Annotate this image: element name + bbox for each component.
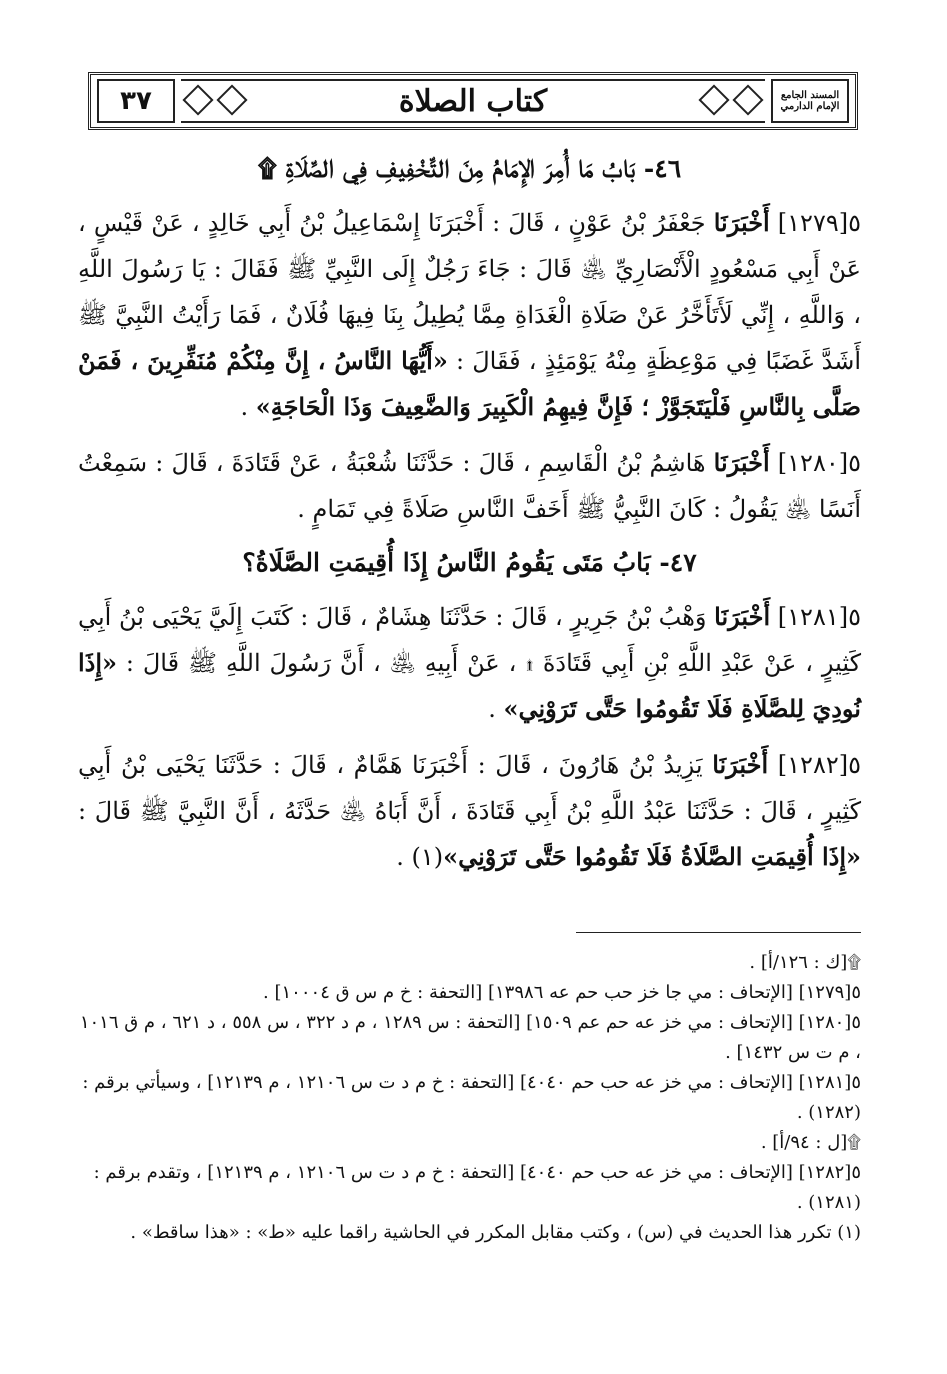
main-text: [78, 148, 861, 890]
footnote-divider: [576, 932, 861, 933]
book-title: كتاب الصلاة: [181, 79, 765, 123]
hadith-paragraph: [78, 594, 861, 732]
footnote: ۩[ل : ٩٤/أ] .: [760, 1132, 861, 1153]
emblem-logo: المسند الجامع الإمام الدارمي: [771, 79, 849, 123]
hadith-quote: «أَيُّهَا النَّاسُ ، إِنَّ مِنْكُمْ مُنَفِّرِينَ ، فَمَنْ صَلَّى بِالنَّاسِ فَلْيَتَجَوَّزْ ؛ فَإِنَّ فِيهِمُ الْكَبِيرَ وَالضَّعِيفَ وَذَا الْحَاجَةِ»: [78, 346, 861, 421]
chapter-heading: ٤٦- بَابُ مَا أُمِرَ الإِمَامُ مِنَ التَّخْفِيفِ فِي الصَّلَاةِ ۩: [257, 154, 682, 183]
footnote: ٥[١٢٨١] [الإتحاف : مي خز عه حب حم ٤٠٤٠] [التحفة : خ م د ت س ١٢١٠٦ ، م ١٢١٣٩] ، وسيأتي برقم : (١٢٨٢) .: [82, 1072, 861, 1123]
hadith-number: ٥[١٢٨٠]: [777, 449, 861, 477]
hadith-lead: أَخْبَرَنَا: [713, 208, 770, 237]
hadith-text: جَعْفَرُ بْنُ عَوْنٍ ، قَالَ : أَخْبَرَنَا إِسْمَاعِيلُ بْنُ أَبِي خَالِدٍ ، عَنْ قَيْسٍ ، عَنْ أَبِي مَسْعُودٍ الْأَنْصَارِيِّ ﵁ قَالَ : جَاءَ رَجُلٌ إِلَى النَّبِيِّ ﷺ فَقَالَ : يَا رَسُولَ اللَّهِ ، وَاللَّهِ ، إِنِّي لَأَتَأَخَّرُ عَنْ صَلَاةِ الْغَدَاةِ مِمَّا يُطِيلُ بِنَا فِيهَا فُلَانٌ ، فَمَا رَأَيْتُ النَّبِيَّ ﷺ أَشَدَّ غَضَبًا فِي مَوْعِظَةٍ مِنْهُ يَوْمَئِذٍ ، فَقَالَ :: [78, 209, 861, 375]
hadith-text: وَهْبُ بْنُ جَرِيرٍ ، قَالَ : حَدَّثَنَا هِشَامٌ ، قَالَ : كَتَبَ إِلَيَّ يَحْيَى بْنُ أَبِي كَثِيرٍ ، عَنْ عَبْدِ اللَّهِ بْنِ أَبِي قَتَادَةَ ۩ ، عَنْ أَبِيهِ ﵁ ، أَنَّ رَسُولَ اللَّهِ ﷺ قَالَ :: [78, 603, 861, 677]
footnotes: [78, 948, 861, 1248]
footnote: ٥[١٢٧٩] [الإتحاف : مي جا خز حب حم عه ١٣٩٨٦] [التحفة : خ م س ق ١٠٠٠٤] .: [263, 982, 861, 1003]
footnote: ۩[ك : ١٢٦/أ] .: [749, 952, 861, 973]
hadith-quote: «إِذَا نُودِيَ لِلصَّلَاةِ فَلَا تَقُومُوا حَتَّى تَرَوْنِي»: [78, 648, 861, 723]
running-header: [88, 72, 858, 130]
hadith-lead: أَخْبَرَنَا: [712, 750, 769, 779]
hadith-lead: أَخْبَرَنَا: [713, 448, 770, 477]
hadith-number: ٥[١٢٧٩]: [777, 209, 861, 237]
footnote: ٥[١٢٨٠] [الإتحاف : مي خز عه حم عم ١٥٠٩] [التحفة : س ١٢٨٩ ، م د ٣٢٢ ، س ٥٥٨ ، د ٦٢١ ، م ق ١٠١٦ ، م ت س ١٤٣٢] .: [79, 1012, 861, 1063]
hadith-tail: .: [488, 695, 504, 723]
page-number: ٣٧: [97, 79, 175, 123]
hadith-number: ٥[١٢٨١]: [777, 603, 861, 631]
hadith-lead: أَخْبَرَنَا: [714, 602, 771, 631]
hadith-tail: (١) .: [396, 843, 444, 871]
chapter-heading: ٤٧- بَابُ مَتَى يَقُومُ النَّاسُ إِذَا أُقِيمَتِ الصَّلَاةُ؟: [242, 548, 697, 577]
hadith-paragraph: [78, 440, 861, 532]
hadith-quote: «إِذَا أُقِيمَتِ الصَّلَاةُ فَلَا تَقُومُوا حَتَّى تَرَوْنِي»: [443, 842, 861, 871]
hadith-number: ٥[١٢٨٢]: [777, 751, 861, 779]
hadith-text: يَزِيدُ بْنُ هَارُونَ ، قَالَ : أَخْبَرَنَا هَمَّامٌ ، قَالَ : حَدَّثَنَا يَحْيَى بْنُ أَبِي كَثِيرٍ ، قَالَ : حَدَّثَنَا عَبْدُ اللَّهِ بْنُ أَبِي قَتَادَةَ ، أَنَّ أَبَاهُ ﵁ حَدَّثَهُ ، أَنَّ النَّبِيَّ ﷺ قَالَ :: [78, 751, 861, 825]
hadith-tail: .: [240, 393, 256, 421]
hadith-paragraph: [78, 742, 861, 880]
footnote: (١) تكرر هذا الحديث في (س) ، وكتب مقابل المكرر في الحاشية راقما عليه «ط» : «هذا ساقط» .: [130, 1222, 861, 1243]
footnote: ٥[١٢٨٢] [الإتحاف : مي خز عه حب حم ٤٠٤٠] [التحفة : خ م د ت س ١٢١٠٦ ، م ١٢١٣٩] ، وتقدم برقم : (١٢٨١) .: [93, 1162, 861, 1213]
hadith-text: هَاشِمُ بْنُ الْقَاسِمِ ، قَالَ : حَدَّثَنَا شُعْبَةُ ، عَنْ قَتَادَةَ ، قَالَ : سَمِعْتُ أَنَسًا ﵁ يَقُولُ : كَانَ النَّبِيُّ ﷺ أَخَفَّ النَّاسِ صَلَاةً فِي تَمَامٍ .: [78, 449, 861, 523]
hadith-paragraph: [78, 200, 861, 430]
